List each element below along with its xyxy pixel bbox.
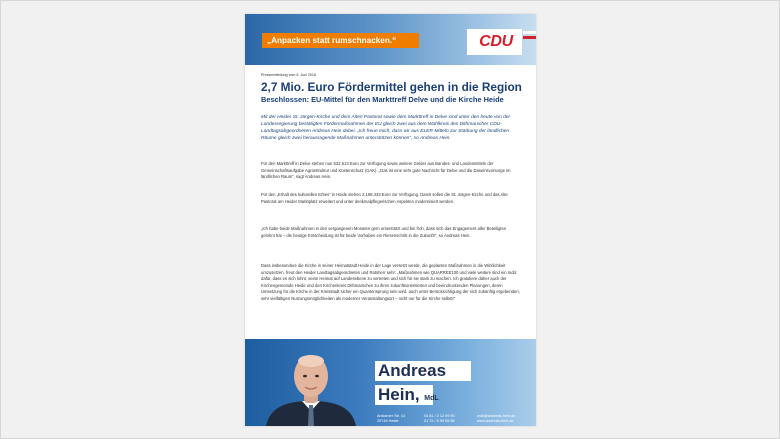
name-first: Andreas: [375, 361, 471, 381]
address-street: Anklamer Str. 14: [377, 414, 406, 418]
phone-mobile: 01 72 / 5 99 05 88: [424, 419, 455, 424]
subheadline: Beschlossen: EU-Mittel für den Markttreff Delve und die Kirche Heide: [261, 95, 504, 104]
cdu-logo: CDU: [479, 33, 513, 50]
phone-office: 04 81 / 2 12 09 90: [424, 414, 455, 418]
contact-phone: [424, 414, 455, 425]
website-url[interactable]: www.andreas-hein.de: [477, 419, 514, 424]
name-last: [375, 385, 439, 405]
body-paragraph-1: Für den Markttreff in Delve stehen nun 532.513 Euro zur Verfügung sowie weitere Gelder aus Bandes- und Landesmitteln der Gemeinschaftsaufgabe Agrarstruktur und Küstenschutz (GAK). „Das ist eine sehr gute Nachricht für Delve und die Daseinsvorsorge im ländlichen Raum“, sagt Andreas Hein.: [261, 161, 511, 180]
body-paragraph-2: Für den „Erhalt des kulturellen Erbes“ in Heide stehen 2.169.432 Euro zur Verfügung. Damit sollen die St. Jürgen-Kirche und das Alte Pastorat am Heider Marktplatz erweitert und unter denkmalpflegerischen Aspekten modernisiert werden.: [261, 192, 508, 204]
headline: 2,7 Mio. Euro Fördermittel gehen in die Region: [261, 80, 522, 94]
portrait-photo: [264, 349, 358, 426]
name-title: MdL: [424, 395, 439, 402]
release-date: Pressemitteilung vom 5. Juni 2018: [261, 73, 316, 77]
logo-stripe-white: [523, 31, 536, 34]
address-city: 25746 Heide: [377, 419, 399, 424]
name-last-text: Hein,: [378, 385, 420, 404]
contact-address: [377, 414, 405, 425]
slogan-banner: „Anpacken statt rumschnacken.“: [262, 33, 419, 48]
email-address[interactable]: mail@andreas-hein.de: [477, 414, 516, 418]
body-paragraph-3: „Ich habe beide Maßnahmen in den vergangenen Monaten gern unterstützt und bin froh, dass sich das Engagement aller Beteiligten gelohnt hat – die heutige Entscheidung ist für beide Vorhaben ein Riesenschritt in die Zukunft!“, so Andreas Hein.: [261, 226, 507, 238]
body-paragraph-4: Dass insbesondere die Kirche in seiner Heimatstadt Heide in der Lage versetzt werde, die geplanten Maßnahmen in die Wirklichkeit umzusetzen, freut den Heider Landtagsabgeordneten und Ratsherr sehr: „Maßnahmen wie QUARREE100 und viele weitere sind ein Indiz dafür, dass es sich lohnt, seine Heimat auf Landesebene zu vertreten und sich für sie stark zu machen. Ich gratuliere daher auch der Kirchengemeinde Heide und den Kirchenkreis Dithmarschen zu ihren zukunftsorientierten und beeindruckenden Planungen, deren Umsetzung für die Kirche in der Kreisstadt sicher ein Quantensprung sein wird, auch unter Berücksichtigung der sich zukünftig ergebenden, sehr vielfältigen Nutzungsmöglichkeiten als moderner Veranstaltungsort – nicht nur für die Kirche selbst!“: [261, 263, 520, 301]
intro-paragraph: Mit der Heider St. Jürgen-Kirche und dem Alten Pastorat sowie dem Markttreff in Delve sind unter den heute von der Landesregierung bestätigten Fördermaßnahmen der EU gleich zwei aus dem Wahlkreis des Dithmarscher CDU-Landtagsabgeordneten Andreas Hein dabei. „Ich freue mich, dass wir aus ELER-Mitteln zur Stärkung der ländlichen Räume gleich zwei herausragende Maßnahmen unterstützen können“, so Andreas Hein.: [261, 115, 511, 141]
contact-web: [477, 414, 515, 425]
page-footer: [245, 339, 536, 426]
logo-stripe-red: [523, 36, 536, 39]
press-release-page: [245, 14, 536, 426]
